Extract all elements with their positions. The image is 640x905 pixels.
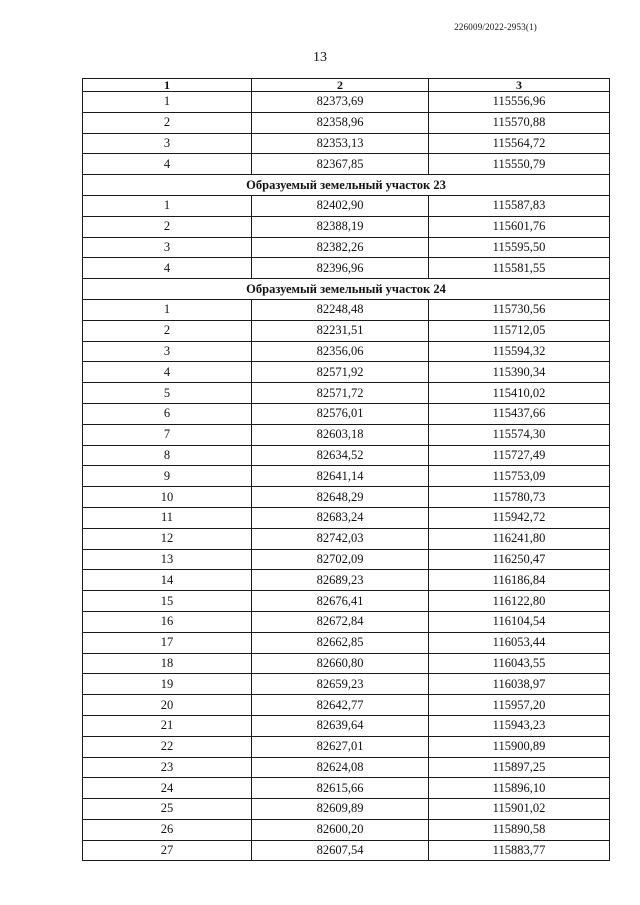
y-coordinate-cell: 115601,76 [429,216,610,237]
y-coordinate-cell: 115556,96 [429,92,610,113]
point-number-cell: 20 [83,695,252,716]
x-coordinate-cell: 82642,77 [252,695,429,716]
x-coordinate-cell: 82607,54 [252,840,429,861]
table-row [83,570,610,591]
table-row [83,507,610,528]
point-number-cell: 27 [83,840,252,861]
table-row [83,736,610,757]
point-number-cell: 7 [83,424,252,445]
y-coordinate-cell: 115712,05 [429,320,610,341]
point-number-cell: 19 [83,674,252,695]
x-coordinate-cell: 82683,24 [252,507,429,528]
y-coordinate-cell: 115896,10 [429,778,610,799]
x-coordinate-cell: 82676,41 [252,591,429,612]
y-coordinate-cell: 115900,89 [429,736,610,757]
table-row [83,487,610,508]
point-number-cell: 8 [83,445,252,466]
y-coordinate-cell: 116186,84 [429,570,610,591]
document-id: 226009/2022-2953(1) [454,22,537,32]
table-row [83,424,610,445]
y-coordinate-cell: 115410,02 [429,383,610,404]
table-row [83,258,610,279]
point-number-cell: 24 [83,778,252,799]
x-coordinate-cell: 82627,01 [252,736,429,757]
y-coordinate-cell: 115581,55 [429,258,610,279]
table-row [83,154,610,175]
point-number-cell: 5 [83,383,252,404]
table-row [83,112,610,133]
x-coordinate-cell: 82358,96 [252,112,429,133]
point-number-cell: 21 [83,715,252,736]
y-coordinate-cell: 116038,97 [429,674,610,695]
x-coordinate-cell: 82634,52 [252,445,429,466]
point-number-cell: 17 [83,632,252,653]
y-coordinate-cell: 115550,79 [429,154,610,175]
header-cell-1: 1 [83,79,252,92]
y-coordinate-cell: 115727,49 [429,445,610,466]
table-row [83,549,610,570]
table-row [83,341,610,362]
table-row [83,632,610,653]
table-row [83,778,610,799]
table-row [83,133,610,154]
x-coordinate-cell: 82662,85 [252,632,429,653]
section-title-row [83,279,610,300]
y-coordinate-cell: 115574,30 [429,424,610,445]
table-row [83,674,610,695]
x-coordinate-cell: 82603,18 [252,424,429,445]
x-coordinate-cell: 82248,48 [252,299,429,320]
table-row [83,362,610,383]
point-number-cell: 18 [83,653,252,674]
table-row [83,757,610,778]
y-coordinate-cell: 115753,09 [429,466,610,487]
point-number-cell: 4 [83,362,252,383]
x-coordinate-cell: 82615,66 [252,778,429,799]
x-coordinate-cell: 82373,69 [252,92,429,113]
table-row [83,799,610,820]
y-coordinate-cell: 115595,50 [429,237,610,258]
y-coordinate-cell: 115570,88 [429,112,610,133]
y-coordinate-cell: 115780,73 [429,487,610,508]
x-coordinate-cell: 82702,09 [252,549,429,570]
y-coordinate-cell: 115942,72 [429,507,610,528]
table-row [83,466,610,487]
header-cell-2: 2 [252,79,429,92]
point-number-cell: 22 [83,736,252,757]
table-row [83,320,610,341]
table-header [83,79,610,92]
x-coordinate-cell: 82402,90 [252,195,429,216]
section-title: Образуемый земельный участок 24 [83,279,610,300]
point-number-cell: 2 [83,320,252,341]
table-row [83,653,610,674]
table-row [83,237,610,258]
y-coordinate-cell: 115730,56 [429,299,610,320]
y-coordinate-cell: 115437,66 [429,403,610,424]
x-coordinate-cell: 82639,64 [252,715,429,736]
point-number-cell: 2 [83,216,252,237]
y-coordinate-cell: 115943,23 [429,715,610,736]
table-body [83,92,610,861]
y-coordinate-cell: 116250,47 [429,549,610,570]
x-coordinate-cell: 82571,92 [252,362,429,383]
y-coordinate-cell: 116104,54 [429,611,610,632]
point-number-cell: 6 [83,403,252,424]
point-number-cell: 14 [83,570,252,591]
y-coordinate-cell: 116122,80 [429,591,610,612]
point-number-cell: 15 [83,591,252,612]
y-coordinate-cell: 115587,83 [429,195,610,216]
point-number-cell: 9 [83,466,252,487]
x-coordinate-cell: 82742,03 [252,528,429,549]
point-number-cell: 10 [83,487,252,508]
x-coordinate-cell: 82624,08 [252,757,429,778]
y-coordinate-cell: 115564,72 [429,133,610,154]
point-number-cell: 3 [83,237,252,258]
point-number-cell: 23 [83,757,252,778]
y-coordinate-cell: 115901,02 [429,799,610,820]
y-coordinate-cell: 115957,20 [429,695,610,716]
point-number-cell: 13 [83,549,252,570]
y-coordinate-cell: 115390,34 [429,362,610,383]
section-title-row [83,175,610,196]
table-row [83,445,610,466]
table-row [83,591,610,612]
point-number-cell: 3 [83,133,252,154]
header-row [83,79,610,92]
point-number-cell: 4 [83,258,252,279]
page-number: 13 [313,50,327,65]
x-coordinate-cell: 82571,72 [252,383,429,404]
x-coordinate-cell: 82609,89 [252,799,429,820]
x-coordinate-cell: 82648,29 [252,487,429,508]
point-number-cell: 16 [83,611,252,632]
x-coordinate-cell: 82660,80 [252,653,429,674]
x-coordinate-cell: 82672,84 [252,611,429,632]
x-coordinate-cell: 82231,51 [252,320,429,341]
x-coordinate-cell: 82600,20 [252,819,429,840]
y-coordinate-cell: 115883,77 [429,840,610,861]
point-number-cell: 3 [83,341,252,362]
coordinates-table [82,78,610,861]
table-row [83,403,610,424]
table-row [83,840,610,861]
y-coordinate-cell: 116043,55 [429,653,610,674]
x-coordinate-cell: 82356,06 [252,341,429,362]
table-row [83,383,610,404]
point-number-cell: 25 [83,799,252,820]
point-number-cell: 1 [83,195,252,216]
table-row [83,715,610,736]
header-cell-3: 3 [429,79,610,92]
table-row [83,611,610,632]
x-coordinate-cell: 82382,26 [252,237,429,258]
point-number-cell: 1 [83,92,252,113]
x-coordinate-cell: 82388,19 [252,216,429,237]
table-row [83,92,610,113]
point-number-cell: 4 [83,154,252,175]
y-coordinate-cell: 115890,58 [429,819,610,840]
point-number-cell: 1 [83,299,252,320]
point-number-cell: 12 [83,528,252,549]
y-coordinate-cell: 115594,32 [429,341,610,362]
table-row [83,819,610,840]
y-coordinate-cell: 116053,44 [429,632,610,653]
table-row [83,299,610,320]
y-coordinate-cell: 115897,25 [429,757,610,778]
x-coordinate-cell: 82641,14 [252,466,429,487]
point-number-cell: 11 [83,507,252,528]
table-row [83,216,610,237]
table-row [83,695,610,716]
point-number-cell: 26 [83,819,252,840]
x-coordinate-cell: 82659,23 [252,674,429,695]
x-coordinate-cell: 82576,01 [252,403,429,424]
x-coordinate-cell: 82367,85 [252,154,429,175]
x-coordinate-cell: 82396,96 [252,258,429,279]
y-coordinate-cell: 116241,80 [429,528,610,549]
x-coordinate-cell: 82353,13 [252,133,429,154]
x-coordinate-cell: 82689,23 [252,570,429,591]
section-title: Образуемый земельный участок 23 [83,175,610,196]
table-row [83,528,610,549]
table-row [83,195,610,216]
point-number-cell: 2 [83,112,252,133]
